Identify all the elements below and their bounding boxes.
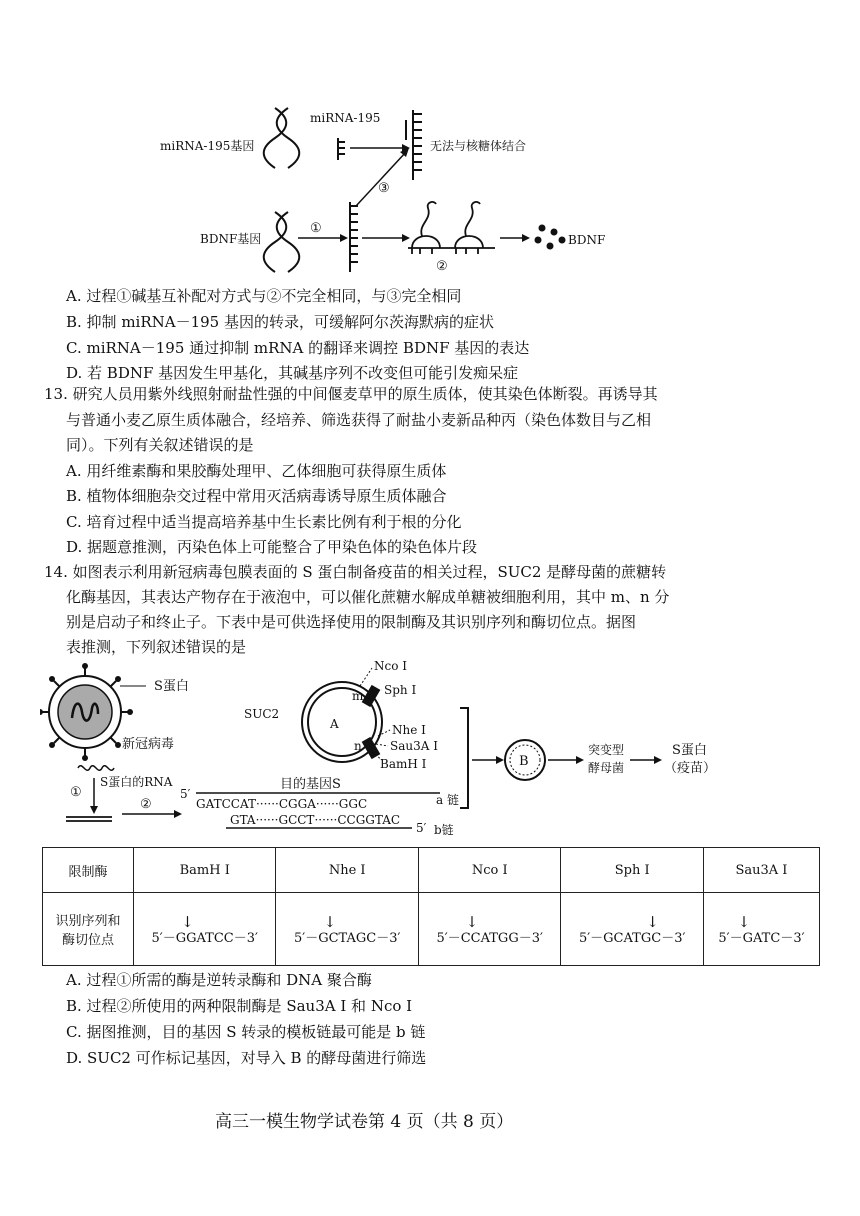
n-label: n bbox=[354, 739, 362, 753]
bdnf-gene-label: BDNF基因 bbox=[200, 232, 262, 246]
site-header-line-2: 酶切位点 bbox=[61, 933, 114, 948]
mirna-bdnf-diagram bbox=[150, 100, 630, 280]
mutant-label-2: 酵母菌 bbox=[588, 761, 625, 775]
q13-option-c: C. 培育过程中适当提高培养基中生长素比例有利于根的分化 bbox=[66, 513, 462, 531]
step1-label: ① bbox=[70, 785, 82, 800]
ribosome-icon bbox=[408, 202, 495, 254]
q12-option-d: D. 若 BDNF 基因发生甲基化，其碱基序列不改变但可能引发痴呆症 bbox=[66, 364, 519, 382]
bdnf-protein-dots bbox=[535, 225, 566, 250]
five-prime-b: 5′ bbox=[416, 821, 427, 835]
cut-arrow-icon: ↓ bbox=[465, 912, 479, 931]
q13-stem-line-1: 13. 研究人员用紫外线照射耐盐性强的中间偃麦草甲的原生质体，使其染色体断裂。再诱导其 bbox=[44, 385, 658, 403]
cut-arrow-icon: ↓ bbox=[323, 912, 337, 931]
cut-arrow-icon: ↓ bbox=[646, 912, 659, 931]
s-rna-label: S蛋白的RNA bbox=[100, 775, 173, 789]
q14-stem-line-1: 14. 如图表示利用新冠病毒包膜表面的 S 蛋白制备疫苗的相关过程，SUC2 是酵母菌的蔗糖转 bbox=[44, 563, 667, 581]
a-chain-label: a 链 bbox=[436, 793, 459, 807]
strand-a-seq: GATCCAT······CGGA······GGC bbox=[196, 797, 368, 811]
b-chain-label: b链 bbox=[434, 823, 454, 837]
mirna-strand bbox=[338, 138, 345, 160]
q13-option-b: B. 植物体细胞杂交过程中常用灭活病毒诱导原生质体融合 bbox=[66, 487, 447, 505]
step2-label: ② bbox=[436, 259, 448, 274]
q12-option-c: C. miRNA－195 通过抑制 mRNA 的翻译来调控 BDNF 基因的表达 bbox=[66, 339, 530, 357]
cut-arrow-icon: ↓ bbox=[181, 912, 194, 931]
enzyme-name-nhe: Nhe I bbox=[276, 848, 418, 893]
step3-label: ③ bbox=[378, 181, 390, 196]
bdnf-mrna bbox=[350, 202, 358, 272]
enzyme-name-bamh: BamH I bbox=[134, 848, 276, 893]
step1-label: ① bbox=[310, 221, 322, 236]
q13-option-d: D. 据题意推测，丙染色体上可能整合了甲染色体的染色体片段 bbox=[66, 538, 478, 556]
five-prime-a: 5′ bbox=[180, 787, 191, 801]
virus-label: 新冠病毒 bbox=[122, 737, 175, 752]
q14-option-b: B. 过程②所使用的两种限制酶是 Sau3A I 和 Nco I bbox=[66, 997, 413, 1015]
mutant-label-1: 突变型 bbox=[588, 743, 625, 757]
q13-stem-line-3: 同）。下列有关叙述错误的是 bbox=[66, 436, 254, 454]
no-bind-label: 无法与核糖体结合 bbox=[430, 139, 527, 153]
q14-stem-line-3: 别是启动子和终止子。下表中是可供选择使用的限制酶及其识别序列和酶切位点。据图 bbox=[66, 613, 637, 631]
sau-label: Sau3A I bbox=[390, 739, 438, 753]
plasmid-a bbox=[302, 682, 382, 762]
q12-option-b: B. 抑制 miRNA－195 基因的转录，可缓解阿尔茨海默病的症状 bbox=[66, 313, 495, 331]
bdnf-gene-helix bbox=[264, 212, 300, 272]
sph-label: Sph I bbox=[384, 683, 417, 697]
enzyme-name-sph: Sph I bbox=[561, 848, 703, 893]
site-bamh: 5′－G ↓ GATCC－3′ bbox=[134, 893, 276, 966]
page-footer: 高三一模生物学试卷第 4 页（共 8 页） bbox=[215, 1112, 514, 1132]
strand-b-seq: GTA······GCCT······CCGGTAC bbox=[230, 813, 401, 827]
step2-label: ② bbox=[140, 797, 152, 812]
arrow-step3 bbox=[356, 152, 406, 206]
s-protein-label: S蛋白 bbox=[154, 679, 189, 694]
suc2-label: SUC2 bbox=[244, 707, 280, 721]
enzyme-name-sau: Sau3A I bbox=[703, 848, 819, 893]
vaccine-label: （疫苗） bbox=[664, 761, 717, 776]
mirna-mrna-complex bbox=[406, 110, 422, 180]
enzyme-name-nco: Nco I bbox=[418, 848, 560, 893]
site-sau: 5′－ ↓ GATC－3′ bbox=[703, 893, 819, 966]
mirna-gene-helix bbox=[264, 108, 300, 168]
target-gene-label: 目的基因S bbox=[280, 777, 341, 792]
s-rna-strand bbox=[78, 766, 114, 771]
q14-option-a: A. 过程①所需的酶是逆转录酶和 DNA 聚合酶 bbox=[66, 971, 372, 989]
vaccine-diagram bbox=[40, 656, 800, 842]
q13-stem-line-2: 与普通小麦乙原生质体融合，经培养、筛选获得了耐盐小麦新品种丙（染色体数目与乙相 bbox=[66, 411, 652, 429]
bam-label: BamH I bbox=[380, 757, 427, 771]
mirna-label: miRNA-195 bbox=[310, 111, 381, 125]
table-row-header-site bbox=[43, 893, 134, 966]
plasmid-a-label: A bbox=[330, 717, 339, 731]
cell-b-label: B bbox=[519, 754, 529, 769]
site-nhe: 5′－G ↓ CTAGC－3′ bbox=[276, 893, 418, 966]
site-nco: 5′－C ↓ CATGG－3′ bbox=[418, 893, 560, 966]
q12-option-a: A. 过程①碱基互补配对方式与②不完全相同，与③完全相同 bbox=[66, 287, 462, 305]
nhe-label: Nhe I bbox=[392, 723, 426, 737]
q14-stem-line-2: 化酶基因，其表达产物存在于液泡中，可以催化蔗糖水解成单糖被细胞利用，其中 m、n 分 bbox=[66, 588, 670, 606]
cut-arrow-icon: ↓ bbox=[737, 912, 751, 931]
bdnf-label: BDNF bbox=[568, 233, 606, 247]
nco-label: Nco I bbox=[374, 659, 407, 673]
table-row-header-enzyme: 限制酶 bbox=[43, 848, 134, 893]
q14-option-c: C. 据图推测，目的基因 S 转录的模板链最可能是 b 链 bbox=[66, 1023, 426, 1041]
q13-option-a: A. 用纤维素酶和果胶酶处理甲、乙体细胞可获得原生质体 bbox=[66, 462, 447, 480]
site-sph: 5′－GCATG ↓ C－3′ bbox=[561, 893, 703, 966]
q14-stem-line-4: 表推测，下列叙述错误的是 bbox=[66, 638, 247, 656]
virus-icon bbox=[40, 663, 133, 761]
s-protein-vaccine-label: S蛋白 bbox=[672, 743, 707, 758]
q14-option-d: D. SUC2 可作标记基因，对导入 B 的酵母菌进行筛选 bbox=[66, 1049, 427, 1067]
m-label: m bbox=[352, 689, 364, 703]
enzyme-table bbox=[42, 847, 820, 966]
site-header-line-1: 识别序列和 bbox=[55, 914, 121, 929]
mirna-gene-label: miRNA-195基因 bbox=[160, 139, 255, 153]
